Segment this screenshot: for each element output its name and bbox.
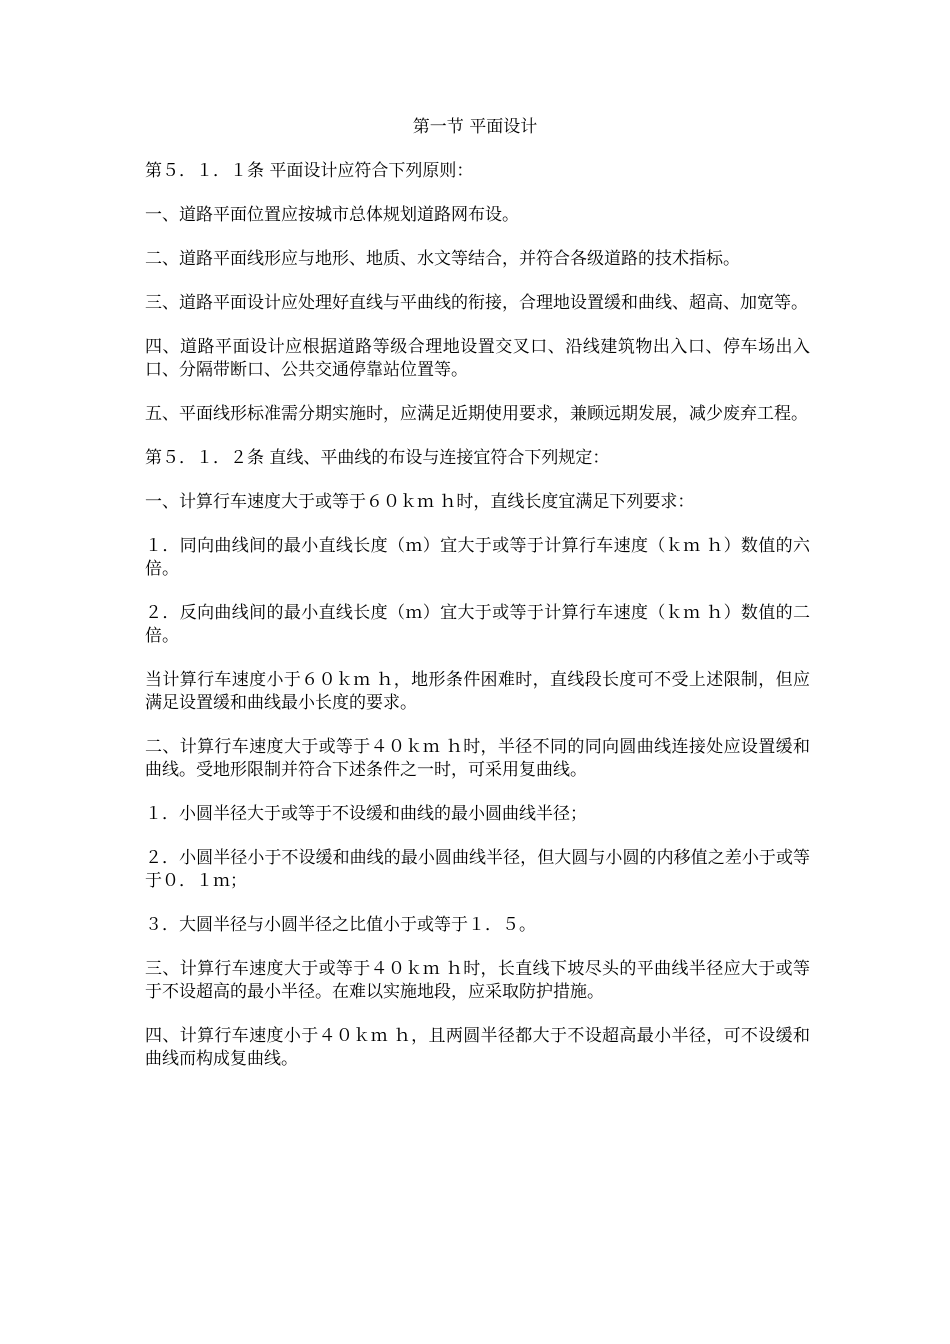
paragraph: １．同向曲线间的最小直线长度（ｍ）宜大于或等于计算行车速度（ｋｍ ｈ）数值的六倍。 [145, 536, 810, 579]
section-title: 第一节 平面设计 [412, 117, 538, 137]
paragraph: 四、计算行车速度小于４０ｋｍ ｈ，且两圆半径都大于不设超高最小半径，可不设缓和曲线而构成复曲线。 [145, 1026, 810, 1069]
paragraph: 四、道路平面设计应根据道路等级合理地设置交叉口、沿线建筑物出入口、停车场出入口、分隔带断口、公共交通停靠站位置等。 [145, 337, 810, 380]
paragraph: 一、计算行车速度大于或等于６０ｋｍ ｈ时，直线长度宜满足下列要求： [145, 492, 695, 512]
paragraph: 二、道路平面线形应与地形、地质、水文等结合，并符合各级道路的技术指标。 [145, 249, 740, 269]
paragraph: ２．反向曲线间的最小直线长度（ｍ）宜大于或等于计算行车速度（ｋｍ ｈ）数值的二倍。 [145, 603, 810, 646]
paragraph: 五、平面线形标准需分期实施时，应满足近期使用要求，兼顾远期发展，减少废弃工程。 [145, 404, 808, 424]
paragraph: ２．小圆半径小于不设缓和曲线的最小圆曲线半径，但大圆与小圆的内移值之差小于或等于０．１ｍ； [145, 848, 810, 891]
paragraph: 三、计算行车速度大于或等于４０ｋｍ ｈ时，长直线下坡尽头的平曲线半径应大于或等于不设超高的最小半径。在难以实施地段，应采取防护措施。 [145, 959, 810, 1002]
paragraph: 一、道路平面位置应按城市总体规划道路网布设。 [145, 205, 519, 225]
paragraph: 三、道路平面设计应处理好直线与平曲线的衔接，合理地设置缓和曲线、超高、加宽等。 [145, 293, 808, 313]
clause-heading: 第５．１．２条 直线、平曲线的布设与连接宜符合下列规定： [145, 448, 610, 468]
paragraph: ３．大圆半径与小圆半径之比值小于或等于１．５。 [145, 915, 536, 935]
paragraph: 二、计算行车速度大于或等于４０ｋｍ ｈ时，半径不同的同向圆曲线连接处应设置缓和曲线。受地形限制并符合下述条件之一时，可采用复曲线。 [145, 737, 810, 780]
paragraph: １．小圆半径大于或等于不设缓和曲线的最小圆曲线半径； [145, 804, 587, 824]
document-body [145, 160, 810, 1092]
paragraph: 当计算行车速度小于６０ｋｍ ｈ，地形条件困难时，直线段长度可不受上述限制，但应满足设置缓和曲线最小长度的要求。 [145, 670, 810, 713]
clause-heading: 第５．１．１条 平面设计应符合下列原则： [145, 161, 474, 181]
